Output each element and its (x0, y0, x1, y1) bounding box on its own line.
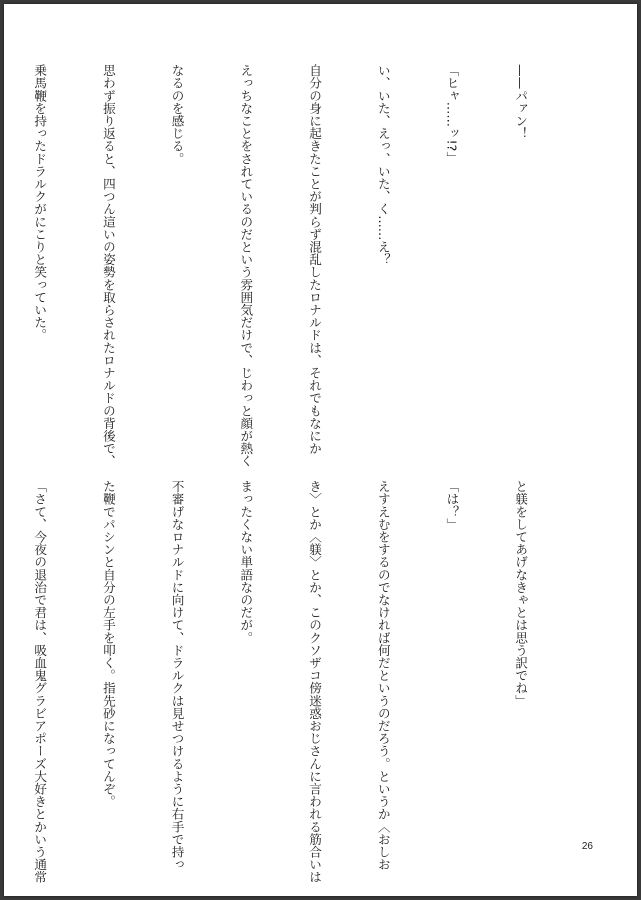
text-line: た鞭でパシンと自分の左手を叩く。指先砂になってんぞ。 (100, 480, 116, 808)
page-number: 26 (581, 841, 593, 852)
text-line: 思わず振り返ると、四つん這いの姿勢を取らされたロナルドの背後で、 (100, 64, 116, 468)
text-line: 「は？」 (444, 480, 460, 531)
text-line: 自分の身に起きたことが判らず混乱したロナルドは、それでもなにか (307, 64, 323, 455)
text-line: まったくない単語なのだが。 (238, 480, 254, 644)
text-line: えすえむをするのでなければ何だというのだろう。というか〈おしお (375, 480, 391, 871)
text-line: 乗馬鞭を持ったドラルクがにこりと笑っていた。 (32, 64, 48, 342)
top-text-block (32, 64, 577, 468)
text-line: と躾をしてあげなきゃとは思う訳でね」 (513, 480, 529, 707)
text-line: き〉とか〈躾〉とか、このクソザコ傍迷惑おじさんに言われる筋合いは (307, 480, 323, 884)
bottom-text-block (32, 480, 577, 884)
text-line: えっちなことをされているのだという雰囲気だけで、じわっと顔が熱く (238, 64, 254, 468)
book-page (4, 4, 637, 896)
text-line: 「さて、今夜の退治で君は、吸血鬼グラビアポーズ大好きとかいう通常 (32, 480, 48, 884)
text-line: なるのを感じる。 (169, 64, 185, 165)
text-line: ——パァン！ (513, 64, 529, 140)
text-line: 「ヒャ……ッ!?」 (444, 64, 460, 164)
text-line: い、いた、えっ、いた、く……え？ (375, 64, 391, 266)
text-line: 不審げなロナルドに向けて、ドラルクは見せつけるように右手で持っ (169, 480, 185, 871)
